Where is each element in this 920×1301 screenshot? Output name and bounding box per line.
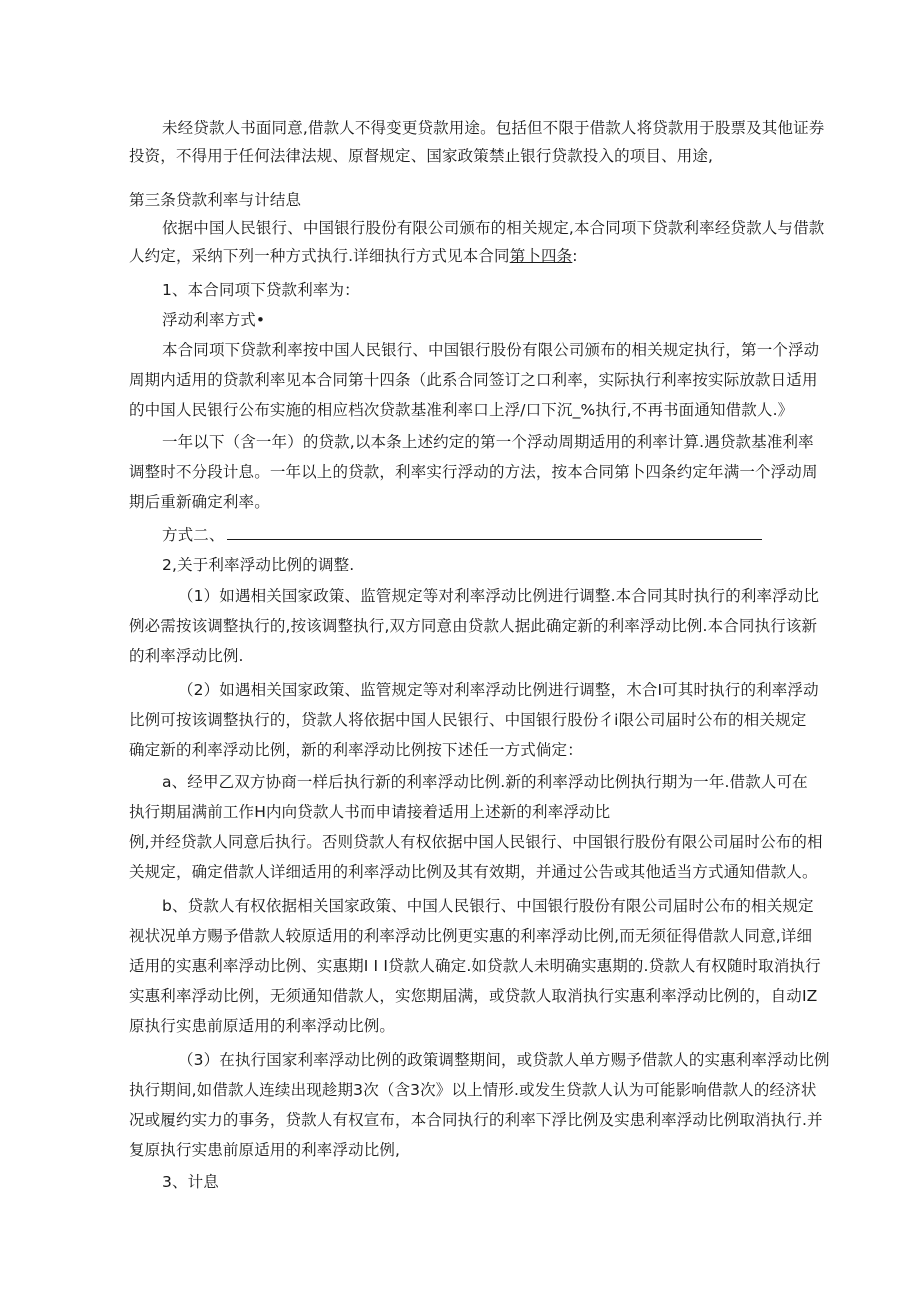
paragraph-line: 况或履约实力的事务，贷款人有权宣布，本合同执行的利率下浮比例及实患利率浮动比例取消执行.并 — [129, 1111, 823, 1129]
paragraph-line: 视状况单方赐予借款人较原适用的利率浮动比例更实惠的利率浮动比例,而无须征得借款人同意,详细 — [129, 927, 813, 945]
blank-fill-line — [227, 525, 762, 540]
paragraph-line: 周期内适用的贷款利率见本合同第十四条（此系合同签订之口利率，实际执行利率按实际放款日适用 — [129, 371, 818, 389]
paragraph-line: 复原执行实患前原适用的利率浮动比例, — [129, 1141, 401, 1159]
paragraph-line — [129, 246, 578, 266]
paragraph-line: a、经甲乙双方协商一样后执行新的利率浮动比例.新的利率浮动比例执行期为一年.借款人可在 — [162, 773, 808, 791]
paragraph-line: 例必需按该调整执行的,按该调整执行,双方同意由贷款人据此确定新的利率浮动比例.本合同执行该新 — [129, 617, 818, 635]
paragraph-line: （2）如遇相关国家政策、监管规定等对利率浮动比例进行调整，木合I可其时执行的利率浮动 — [178, 681, 819, 699]
paragraph-line: 未经贷款人书面同意,借款人不得变更贷款用途。包括但不限于借款人将贷款用于股票及其他证券 — [162, 119, 825, 137]
paragraph-line: 执行期届满前工作H内向贷款人书而申请接着适用上述新的利率浮动比 — [129, 803, 611, 821]
paragraph-line: 原执行实患前原适用的利率浮动比例。 — [129, 1017, 396, 1035]
option-line — [162, 525, 762, 545]
paragraph-text: : — [572, 247, 578, 265]
paragraph-line: 的利率浮动比例. — [129, 647, 244, 665]
paragraph-line: 调整时不分段计息。一年以上的贷款，利率实行浮动的方法，按本合同第卜四条约定年满一个浮动周 — [129, 463, 818, 481]
paragraph-line: 适用的实惠利率浮动比例、实惠期I I I贷款人确定.如贷款人未明确实惠期的.贷款人有权随时取消执行 — [129, 957, 821, 975]
paragraph-line: 本合同项下贷款利率按中国人民银行、中国银行股份有限公司颁布的相关规定执行，第一个浮动 — [162, 341, 820, 359]
paragraph-line: 依据中国人民银行、中国银行股份有限公司颁布的相关规定,本合同项下贷款利率经贷款人与借款 — [162, 219, 825, 237]
paragraph-line: 投资，不得用于任何法律法规、原督规定、国家政策禁止银行贷款投入的项目、用途, — [129, 147, 714, 165]
paragraph-line: 一年以下（含一年）的贷款,以本条上述约定的第一个浮动周期适用的利率计算.遇贷款基准利率 — [162, 433, 814, 451]
clause-reference: 第卜四条 — [509, 247, 573, 265]
paragraph-line: （1）如遇相关国家政策、监管规定等对利率浮动比例进行调整.本合同其时执行的利率浮动比 — [178, 587, 820, 605]
paragraph-line: 执行期间,如借款人连续出现趁期3次（含3次》以上情形.或发生贷款人认为可能影响借款人的经济状 — [129, 1081, 817, 1099]
paragraph-line: 的中国人民银行公布实施的相应档次贷款基准利率口上浮/口下沉_%执行,不再书面通知借款人.》 — [129, 401, 794, 419]
paragraph-line: b、贷款人有权依据相关国家政策、中国人民银行、中国银行股份有限公司届时公布的相关规定 — [162, 897, 814, 915]
paragraph-line: 比例可按该调整执行的，贷款人将依据中国人民银行、中国银行股份彳i限公司届时公布的相关规定 — [129, 711, 807, 729]
paragraph-line: 关规定，确定借款人详细适用的利率浮动比例及其有效期，并通过公告或其他适当方式通知借款人。 — [129, 863, 818, 881]
paragraph-line: （3）在执行国家利率浮动比例的政策调整期间，或贷款人单方赐予借款人的实惠利率浮动比例 — [178, 1051, 830, 1069]
paragraph-line: 实惠利率浮动比例，无须通知借款人，实您期届满，或贷款人取消执行实惠利率浮动比例的，自动IZ — [129, 987, 818, 1005]
paragraph-line: 确定新的利率浮动比例，新的利率浮动比例按下述任一方式倘定： — [129, 741, 583, 759]
paragraph-line: 例,并经贷款人同意后执行。否则贷款人有权依据中国人民银行、中国银行股份有限公司届时公布的相 — [129, 833, 823, 851]
section-heading: 第三条贷款利率与计结息 — [129, 191, 302, 209]
list-item: 2,关于利率浮动比例的调整. — [162, 556, 355, 574]
paragraph-line: 期后重新确定利率。 — [129, 493, 270, 511]
list-item: 3、计息 — [162, 1173, 219, 1191]
paragraph-text: 人约定，采纳下列一种方式执行.详细执行方式见本合同 — [129, 247, 510, 265]
subheading: 浮动利率方式• — [162, 311, 266, 329]
list-item: 1、本合同项下贷款利率为： — [162, 281, 360, 299]
option-label: 方式二、 — [162, 526, 225, 544]
